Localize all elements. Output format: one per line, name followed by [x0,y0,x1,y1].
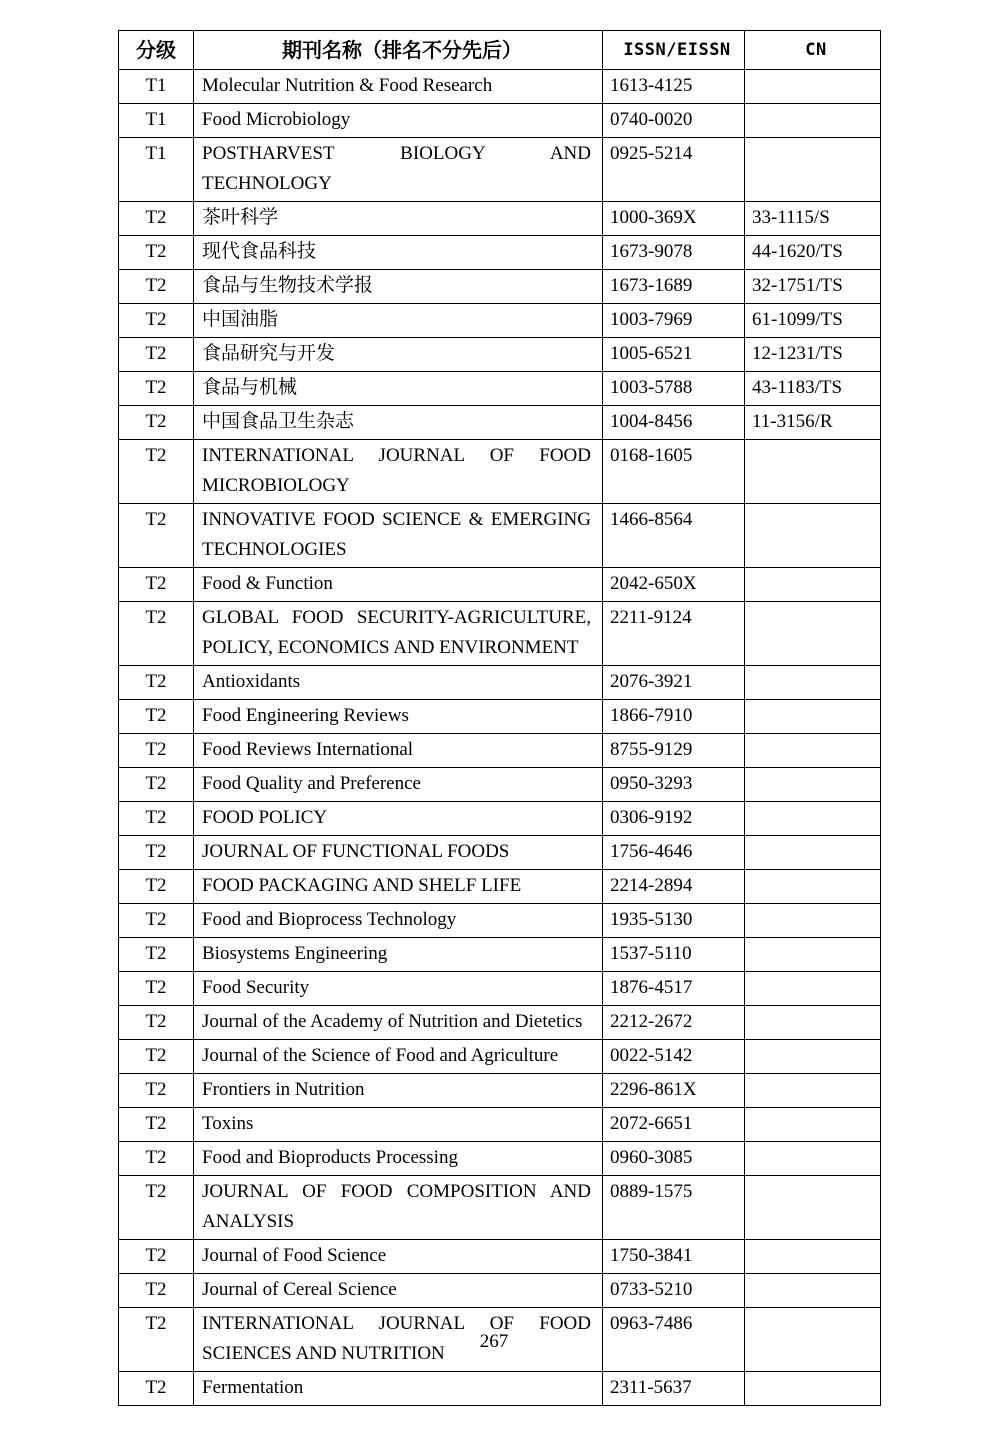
table-row [119,202,881,236]
cell-journal-name: 现代食品科技 [194,236,603,270]
cell-journal-name: INTERNATIONAL JOURNAL OF FOOD MICROBIOLOGY [194,440,603,504]
table-row [119,802,881,836]
cell-issn: 1003-5788 [603,372,745,406]
cell-journal-name: Food Microbiology [194,104,603,138]
cell-issn: 8755-9129 [603,734,745,768]
cell-cn [745,768,881,802]
cell-journal-name: INNOVATIVE FOOD SCIENCE & EMERGING TECHNOLOGIES [194,504,603,568]
cell-rank: T2 [119,372,194,406]
table-row [119,972,881,1006]
cell-issn: 2072-6651 [603,1108,745,1142]
cell-issn: 1537-5110 [603,938,745,972]
table-row [119,406,881,440]
cell-cn: 33-1115/S [745,202,881,236]
cell-rank: T2 [119,602,194,666]
cell-cn [745,440,881,504]
cell-cn [745,938,881,972]
cell-cn [745,70,881,104]
cell-journal-name: Food & Function [194,568,603,602]
cell-rank: T2 [119,870,194,904]
table-row [119,504,881,568]
cell-journal-name: 中国食品卫生杂志 [194,406,603,440]
cell-journal-name: Food and Bioprocess Technology [194,904,603,938]
table-row [119,104,881,138]
cell-rank: T2 [119,734,194,768]
cell-cn [745,568,881,602]
cell-cn [745,1074,881,1108]
cell-journal-name: Journal of Food Science [194,1240,603,1274]
cell-rank: T2 [119,406,194,440]
cell-issn: 2214-2894 [603,870,745,904]
cell-issn: 0960-3085 [603,1142,745,1176]
cell-rank: T2 [119,504,194,568]
cell-rank: T2 [119,1142,194,1176]
cell-issn: 0168-1605 [603,440,745,504]
cell-cn [745,1108,881,1142]
cell-cn [745,1372,881,1406]
cell-issn: 0306-9192 [603,802,745,836]
cell-issn: 1750-3841 [603,1240,745,1274]
table-row [119,70,881,104]
cell-journal-name: Journal of Cereal Science [194,1274,603,1308]
table-row [119,734,881,768]
cell-journal-name: Journal of the Academy of Nutrition and Dietetics [194,1006,603,1040]
cell-issn: 1005-6521 [603,338,745,372]
cell-issn: 0889-1575 [603,1176,745,1240]
cell-issn: 0963-7486 [603,1308,745,1372]
cell-issn: 0022-5142 [603,1040,745,1074]
cell-issn: 2076-3921 [603,666,745,700]
cell-cn [745,904,881,938]
cell-issn: 1003-7969 [603,304,745,338]
cell-issn: 2296-861X [603,1074,745,1108]
cell-issn: 1004-8456 [603,406,745,440]
table-row [119,304,881,338]
cell-cn: 32-1751/TS [745,270,881,304]
cell-cn [745,504,881,568]
journal-ranking-table [118,30,881,1406]
table-row [119,1040,881,1074]
cell-rank: T2 [119,1074,194,1108]
cell-journal-name: Frontiers in Nutrition [194,1074,603,1108]
cell-cn [745,802,881,836]
cell-issn: 2211-9124 [603,602,745,666]
cell-journal-name: Food Quality and Preference [194,768,603,802]
table-row [119,938,881,972]
cell-rank: T2 [119,568,194,602]
cell-journal-name: Food Security [194,972,603,1006]
table-row [119,904,881,938]
cell-rank: T1 [119,104,194,138]
table-row [119,138,881,202]
cell-journal-name: 食品与生物技术学报 [194,270,603,304]
cell-issn: 1673-1689 [603,270,745,304]
cell-journal-name: Food Reviews International [194,734,603,768]
cell-journal-name: POSTHARVEST BIOLOGY AND TECHNOLOGY [194,138,603,202]
cell-issn: 0733-5210 [603,1274,745,1308]
cell-cn: 43-1183/TS [745,372,881,406]
cell-cn [745,836,881,870]
cell-cn [745,870,881,904]
table-row [119,1240,881,1274]
cell-cn: 44-1620/TS [745,236,881,270]
cell-issn: 0740-0020 [603,104,745,138]
cell-issn: 1866-7910 [603,700,745,734]
cell-cn [745,1274,881,1308]
cell-rank: T2 [119,802,194,836]
cell-journal-name: 茶叶科学 [194,202,603,236]
cell-journal-name: JOURNAL OF FOOD COMPOSITION AND ANALYSIS [194,1176,603,1240]
cell-rank: T2 [119,666,194,700]
cell-journal-name: 中国油脂 [194,304,603,338]
cell-rank: T2 [119,1308,194,1372]
cell-rank: T2 [119,1006,194,1040]
cell-rank: T2 [119,338,194,372]
cell-rank: T2 [119,768,194,802]
cell-journal-name: INTERNATIONAL JOURNAL OF FOOD SCIENCES AND NUTRITION [194,1308,603,1372]
cell-rank: T2 [119,904,194,938]
cell-issn: 0950-3293 [603,768,745,802]
table-row [119,568,881,602]
table-row [119,236,881,270]
cell-rank: T2 [119,1108,194,1142]
cell-journal-name: 食品研究与开发 [194,338,603,372]
cell-rank: T2 [119,270,194,304]
cell-cn: 11-3156/R [745,406,881,440]
cell-cn [745,1040,881,1074]
cell-cn: 12-1231/TS [745,338,881,372]
cell-rank: T2 [119,836,194,870]
page-number: 267 [479,1331,509,1352]
cell-cn [745,1006,881,1040]
column-header-cn: CN [745,31,881,70]
table-row [119,270,881,304]
cell-cn [745,1240,881,1274]
table-row [119,1006,881,1040]
cell-cn [745,972,881,1006]
cell-journal-name: GLOBAL FOOD SECURITY-AGRICULTURE, POLICY, ECONOMICS AND ENVIRONMENT [194,602,603,666]
cell-rank: T2 [119,304,194,338]
cell-issn: 1876-4517 [603,972,745,1006]
table-row [119,768,881,802]
table-row [119,836,881,870]
cell-rank: T2 [119,700,194,734]
table-row [119,1074,881,1108]
table-row [119,338,881,372]
cell-journal-name: Food Engineering Reviews [194,700,603,734]
cell-journal-name: FOOD PACKAGING AND SHELF LIFE [194,870,603,904]
table-row [119,700,881,734]
cell-issn: 1466-8564 [603,504,745,568]
table-row [119,1108,881,1142]
cell-cn [745,734,881,768]
cell-cn [745,1176,881,1240]
table-row [119,666,881,700]
cell-issn: 1756-4646 [603,836,745,870]
cell-rank: T2 [119,1040,194,1074]
cell-cn [745,666,881,700]
cell-cn: 61-1099/TS [745,304,881,338]
table-row [119,602,881,666]
cell-journal-name: JOURNAL OF FUNCTIONAL FOODS [194,836,603,870]
cell-issn: 1000-369X [603,202,745,236]
cell-cn [745,104,881,138]
cell-journal-name: 食品与机械 [194,372,603,406]
cell-rank: T1 [119,138,194,202]
cell-journal-name: Antioxidants [194,666,603,700]
column-header-rank: 分级 [119,31,194,70]
table-header-row [119,31,881,70]
cell-journal-name: Journal of the Science of Food and Agriculture [194,1040,603,1074]
cell-issn: 1935-5130 [603,904,745,938]
cell-issn: 2311-5637 [603,1372,745,1406]
table-row [119,440,881,504]
cell-journal-name: Toxins [194,1108,603,1142]
table-row [119,1142,881,1176]
cell-cn [745,700,881,734]
cell-journal-name: Food and Bioproducts Processing [194,1142,603,1176]
cell-rank: T2 [119,202,194,236]
cell-issn: 1613-4125 [603,70,745,104]
cell-rank: T2 [119,1240,194,1274]
column-header-journal-name: 期刊名称（排名不分先后） [194,31,603,70]
table-row [119,1274,881,1308]
cell-rank: T2 [119,1274,194,1308]
cell-journal-name: Fermentation [194,1372,603,1406]
table-row [119,1176,881,1240]
cell-journal-name: Biosystems Engineering [194,938,603,972]
table-body [119,70,881,1406]
cell-cn [745,138,881,202]
table-row [119,372,881,406]
cell-rank: T2 [119,1176,194,1240]
cell-issn: 1673-9078 [603,236,745,270]
cell-cn [745,602,881,666]
cell-issn: 2212-2672 [603,1006,745,1040]
cell-rank: T2 [119,972,194,1006]
cell-rank: T2 [119,440,194,504]
cell-rank: T2 [119,938,194,972]
table-row [119,1372,881,1406]
table-row [119,870,881,904]
cell-rank: T2 [119,236,194,270]
cell-journal-name: FOOD POLICY [194,802,603,836]
cell-cn [745,1142,881,1176]
cell-issn: 0925-5214 [603,138,745,202]
cell-issn: 2042-650X [603,568,745,602]
column-header-issn: ISSN/EISSN [603,31,745,70]
cell-rank: T1 [119,70,194,104]
cell-rank: T2 [119,1372,194,1406]
cell-journal-name: Molecular Nutrition & Food Research [194,70,603,104]
